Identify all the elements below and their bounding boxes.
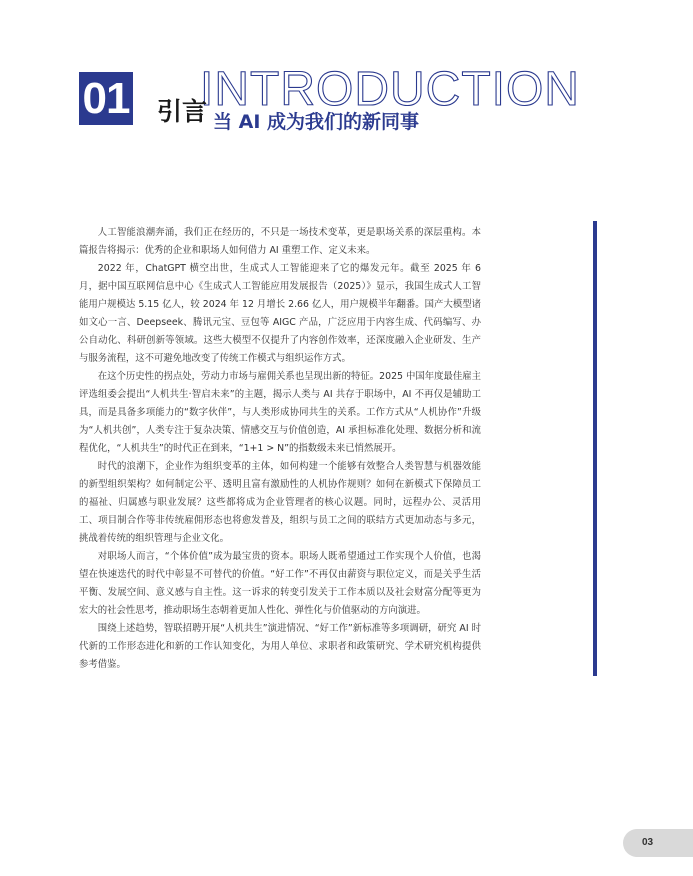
background-word-introduction: INTRODUCTION <box>200 63 580 116</box>
section-title: 引言 <box>157 97 208 126</box>
paragraph-3: 在这个历史性的拐点处，劳动力市场与雇佣关系也呈现出新的特征。2025 中国年度最佳雇主评选组委会提出“人机共生·智启未来”的主题，揭示人类与 AI 共存于职场中，AI 不再仅是辅助工具，而是具备多项能力的“数字伙伴”，与人类形成协同共生的关系。工作方式从“人机协作”升级为“人机共创”，人类专注于复杂决策、情感交互与价值创造，AI 承担标准化处理、数据分析和流程优化，“人机共生”的时代正在到来，“1+1 > N”的指数级未来已悄然展开。 <box>79 371 481 454</box>
page-number-tab <box>623 829 693 857</box>
decorative-side-bar <box>593 221 597 676</box>
page-number: 03 <box>642 837 654 848</box>
body-text <box>79 224 481 674</box>
section-subtitle: 当 AI 成为我们的新同事 <box>213 111 420 133</box>
section-number-badge: 01 <box>79 72 133 125</box>
paragraph-5: 对职场人而言，“个体价值”成为最宝贵的资本。职场人既希望通过工作实现个人价值，也渴望在快速迭代的时代中彰显不可替代的价值。“好工作”不再仅由薪资与职位定义，而是关乎生活平衡、发展空间、意义感与自主性。这一诉求的转变引发关于工作本质以及社会财富分配等更为宏大的社会性思考，推动职场生态朝着更加人性化、弹性化与价值驱动的方向演进。 <box>79 551 481 616</box>
paragraph-1: 人工智能浪潮奔涌，我们正在经历的，不只是一场技术变革，更是职场关系的深层重构。本篇报告将揭示：优秀的企业和职场人如何借力 AI 重塑工作、定义未来。 <box>79 227 481 256</box>
paragraph-4: 时代的浪潮下，企业作为组织变革的主体，如何构建一个能够有效整合人类智慧与机器效能的新型组织架构？如何制定公平、透明且富有激励性的人机协作规则？如何在新模式下保障员工的福祉、归属感与职业发展？这些都将成为企业管理者的核心议题。同时，远程办公、灵活用工、项目制合作等非传统雇佣形态也将愈发普及，组织与员工之间的联结方式更加动态与多元，挑战着传统的组织管理与企业文化。 <box>79 461 481 544</box>
paragraph-6: 围绕上述趋势，智联招聘开展“人机共生”演进情况、“好工作”新标准等多项调研，研究 AI 时代新的工作形态进化和新的工作认知变化，为用人单位、求职者和政策研究、学术研究机构提供参考借鉴。 <box>79 623 481 670</box>
paragraph-2: 2022 年，ChatGPT 横空出世，生成式人工智能迎来了它的爆发元年。截至 2025 年 6 月，据中国互联网信息中心《生成式人工智能应用发展报告（2025）》显示，我国生成式人工智能用户规模达 5.15 亿人，较 2024 年 12 月增长 2.66 亿人，用户规模半年翻番。国产大模型诸如文心一言、Deepseek、腾讯元宝、豆包等 AIGC 产品，广泛应用于内容生成、代码编写、办公自动化、科研创新等领域。这些大模型不仅提升了内容创作效率，还深度融入企业研发、生产与服务流程，这不可避免地改变了传统工作模式与组织运作方式。 <box>79 263 481 364</box>
